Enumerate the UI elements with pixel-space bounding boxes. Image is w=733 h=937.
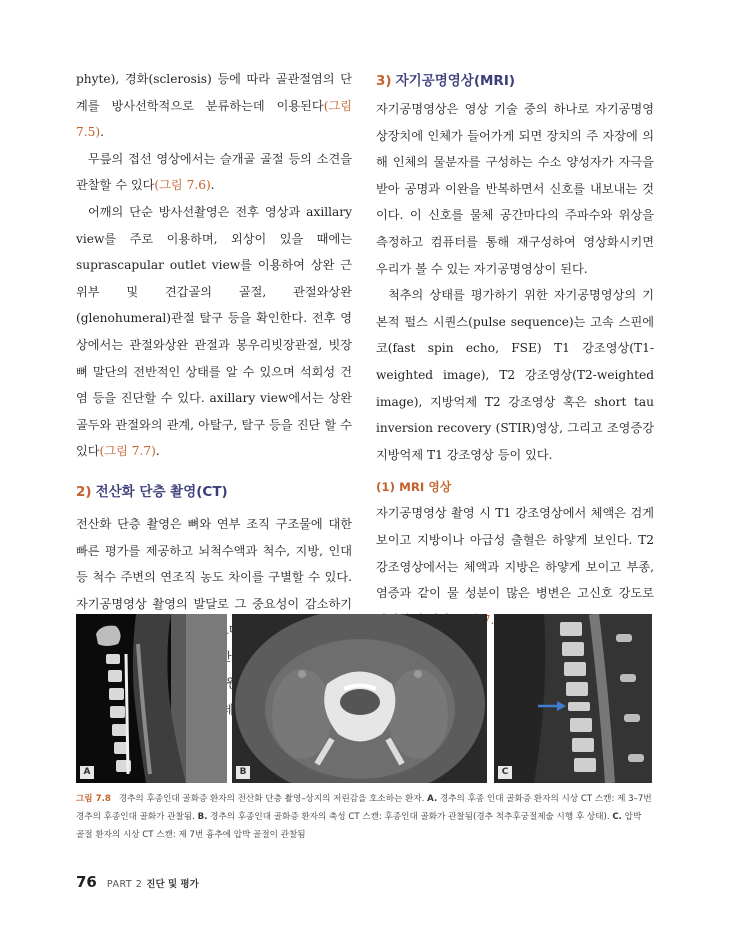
page-footer (76, 872, 199, 891)
paragraph-knee-tangential: 무릎의 접선 영상에서는 슬개골 골절 등의 소견을 관찰할 수 있다(그림 7.6). (76, 151, 352, 193)
panel-label-a: A (80, 766, 94, 779)
caption-label: 그림 7.8 (76, 794, 111, 804)
figure-panel-b (232, 614, 487, 783)
panel-label-c: C (498, 766, 512, 779)
axial-ct-cervical-image (232, 614, 487, 783)
figure-ref-7-5[interactable]: (그림 7.5) (76, 98, 352, 140)
figure-caption: 그림 7.8 경추의 후종인대 골화증 환자의 전산화 단층 촬영–상지의 저린감을 호소하는 환자. A. 경추의 후종 인대 골화증 환자의 시상 CT 스캔: 제 3–7번 경추의 후종인대 골화가 관찰됨. B. 경추의 후종인대 골화증 환자의 축성 CT 스캔: 후종인대 골화가 관찰됨(경추 척추후궁절제술 시행 후 상태). C. 압박 골절 환자의 시상 CT 스캔: 제 7번 흉추에 압박 골절이 관찰됨 (76, 794, 652, 840)
panel-label-b: B (236, 766, 250, 779)
paragraph-pulse-sequence: 척추의 상태를 평가하기 위한 자기공명영상의 기본적 펄스 시퀀스(pulse sequence)는 고속 스핀에코(fast spin echo, FSE) T1 강조영상(T1-weighted image), T2 강조영상(T2-weighted image), 지방억제 T2 강조영상 혹은 short tau inversion recovery (STIR)영상, 그리고 조영증강 지방억제 T1 강조영상 등이 있다. (376, 288, 654, 462)
paragraph-shoulder-xray: 어깨의 단순 방사선촬영은 전후 영상과 axillary view를 주로 이용하며, 외상이 있을 때에는 suprascapular outlet view를 이용하여 상완 근위부 및 견갑골의 골절, 관절와상완(glenohumeral)관절 탈구 등을 확인한다. 전후 영상에서는 관절와상완 관절과 봉우리빗장관절, 빗장뼈 말단의 전반적인 상태를 알 수 있으며 석회성 건염 등을 진단할 수 있다. axillary view에서는 상완골두와 관절와의 관계, 아탈구, 탈구 등을 진단 할 수 있다(그림 7.7). (76, 204, 352, 459)
figure-panel-c (494, 614, 652, 783)
subsection-heading-mri-image: (1) MRI 영상 (376, 480, 452, 495)
sagittal-ct-cervical-image (76, 614, 227, 783)
figure-ref-7-6[interactable]: (그림 7.6) (154, 178, 211, 193)
paragraph-oa-staging: phyte), 경화(sclerosis) 등에 따라 골관절염의 단계를 방사선학적으로 분류하는데 이용된다(그림 7.5). (76, 72, 352, 140)
section-heading-ct: 2) 전산화 단층 촬영(CT) (76, 483, 228, 500)
figure-panel-a (76, 614, 227, 783)
figure-ref-7-7[interactable]: (그림 7.7) (99, 444, 156, 459)
chapter-title: 진단 및 평가 (146, 879, 199, 890)
paragraph-ct: 전산화 단층 촬영은 뼈와 연부 조직 구조물에 대한 빠른 평가를 제공하고 뇌척수액과 척수, 지방, 인대 등 척수 주변의 연조직 농도 차이를 구별할 수 있다. 자기공명영상 촬영의 발달로 그 중요성이 감소하기 (76, 511, 352, 750)
section-heading-mri: 3) 자기공명영상(MRI) (376, 73, 516, 89)
sagittal-ct-thoracic-image (494, 614, 652, 783)
part-label: PART 2 (106, 879, 143, 890)
right-column (376, 66, 654, 633)
paragraph-mri-signal: 자기공명영상 촬영 시 T1 강조영상에서 체액은 검게 보이고 지방이나 아급성 출혈은 하얗게 보인다. T2 강조영상에서는 체액과 지방은 하얗게 보이고 부종, 염증과 같이 물 성분이 많은 병변은 고신호 강도로 (376, 500, 654, 633)
paragraph-mri-intro: 자기공명영상은 영상 기술 중의 하나로 자기공명영상장치에 인체가 들어가게 되면 장치의 주 자장에 의해 인체의 물분자를 구성하는 수소 양성자가 자극을 받아 공명과 이완을 반복하면서 신호를 내보내는 것이다. 이 신호를 물체 공간마다의 주파수와 위상을 측정하고 컴퓨터를 통해 재구성하여 영상화시키면 우리가 볼 수 있는 자기공명영상이 된다. (376, 102, 654, 276)
page-number: 76 (76, 873, 97, 891)
